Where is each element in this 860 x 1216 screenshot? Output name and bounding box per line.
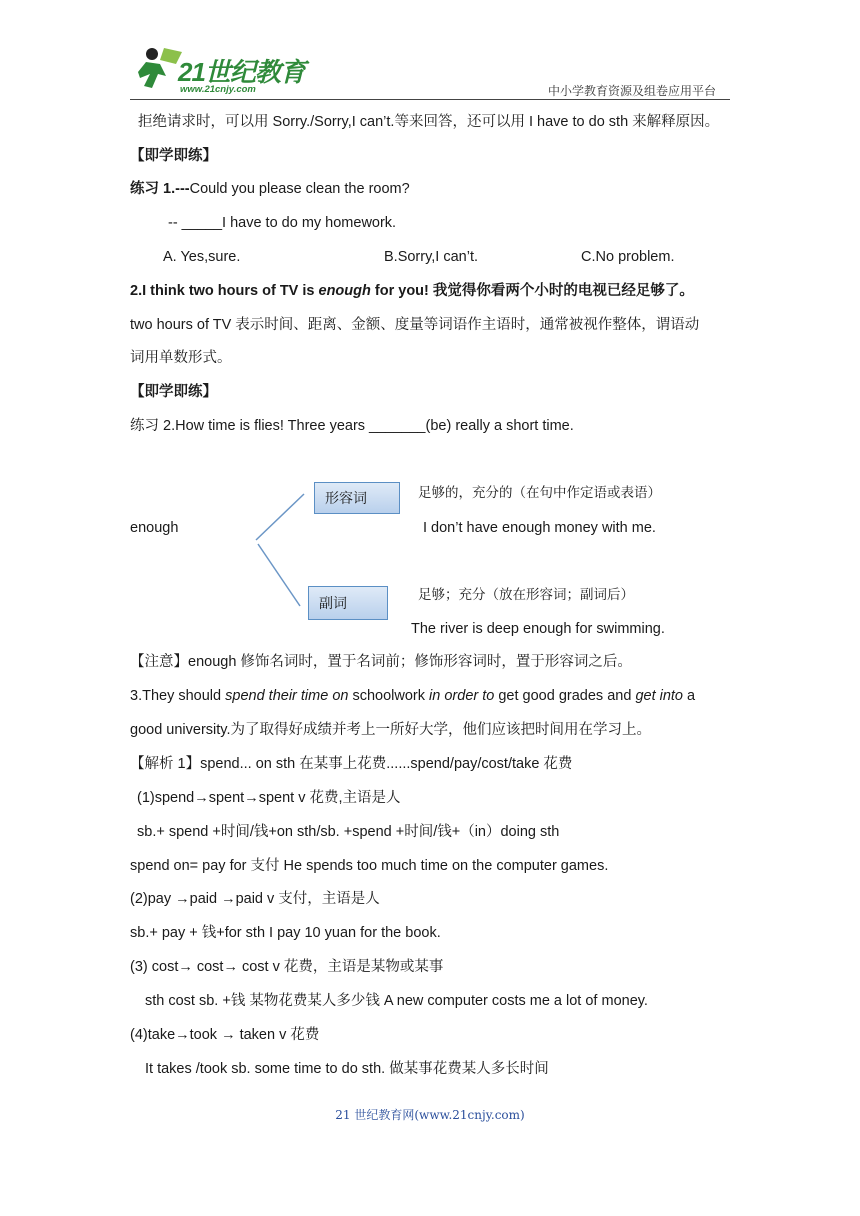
adverb-description: 足够；充分（放在形容词；副词后） (418, 587, 634, 603)
logo (130, 44, 320, 100)
logo-brand: 21世纪教育 (178, 57, 305, 87)
header-subtitle: 中小学教育资源及组卷应用平台 (547, 84, 716, 98)
point-1: (1)spend→spent→spent v 花费,主语是人 (137, 790, 401, 806)
adverb-example: The river is deep enough for swimming. (411, 621, 665, 637)
sentence-2: 2.I think two hours of TV is enough for you! 我觉得你看两个小时的电视已经足够了。 (130, 283, 694, 299)
sentence-2-note-line-1: two hours of TV 表示时间、距离、金额、度量等词语作主语时，通常被视作整体，谓语动 (130, 317, 700, 333)
exercise-1-option-c: C.No problem. (581, 249, 675, 265)
point-1-structure: sb.+ spend +时间/钱+on sth/sb. +spend +时间/钱+（in）doing sth (137, 824, 560, 840)
header-divider (130, 99, 730, 100)
attention-note: 【注意】enough 修饰名词时，置于名词前；修饰形容词时，置于形容词之后。 (130, 654, 632, 670)
analysis-heading: 【解析 1】spend... on sth 在某事上花费......spend/pay/cost/take 花费 (130, 756, 573, 772)
exercise-1-label: 练习 1.--- (130, 181, 190, 197)
sentence-3-line-2: good university.为了取得好成绩并考上一所好大学，他们应该把时间用在学习上。 (130, 722, 651, 738)
adverb-box: 副词 (308, 586, 388, 620)
point-2: (2)pay →paid →paid v 支付，主语是人 (130, 891, 380, 907)
practice-heading-1: 【即学即练】 (130, 148, 217, 164)
adjective-description: 足够的，充分的（在句中作定语或表语） (418, 485, 661, 501)
point-3-example: sth cost sb. +钱 某物花费某人多少钱 A new computer costs me a lot of money. (145, 993, 648, 1009)
diagram-branch-lines (250, 488, 310, 624)
point-4: (4)take→took → taken v 花费 (130, 1027, 320, 1043)
exercise-2: 练习 2.How time is flies! Three years _______(be) really a short time. (130, 418, 574, 434)
refusal-note: 拒绝请求时，可以用 Sorry./Sorry,I can’t.等来回答，还可以用 I have to do sth 来解释原因。 (138, 114, 720, 130)
point-1-example: spend on= pay for 支付 He spends too much time on the computer games. (130, 858, 609, 874)
logo-url: www.21cnjy.com (180, 84, 256, 95)
adjective-box: 形容词 (314, 482, 400, 514)
sentence-2-note-line-2: 词用单数形式。 (130, 350, 232, 366)
exercise-1-option-b: B.Sorry,I can’t. (384, 249, 479, 265)
diagram-root-enough: enough (130, 520, 179, 536)
adjective-example: I don’t have enough money with me. (423, 520, 656, 536)
sentence-3: 3.They should spend their time on schoolwork in order to get good grades and get into a (130, 688, 696, 704)
point-3: (3) cost→ cost→ cost v 花费，主语是某物或某事 (130, 959, 444, 975)
footer-link[interactable]: 21 世纪教育网(www.21cnjy.com) (335, 1108, 525, 1122)
exercise-1-answer-line: -- _____I have to do my homework. (168, 215, 397, 231)
practice-heading-2: 【即学即练】 (130, 384, 217, 400)
exercise-1-option-a: A. Yes,sure. (163, 249, 241, 265)
exercise-1-text: Could you please clean the room? (189, 181, 410, 197)
point-2-example: sb.+ pay + 钱+for sth I pay 10 yuan for the book. (130, 925, 441, 941)
exercise-1-question (130, 178, 410, 200)
point-4-example: It takes /took sb. some time to do sth. 做某事花费某人多长时间 (145, 1061, 549, 1077)
